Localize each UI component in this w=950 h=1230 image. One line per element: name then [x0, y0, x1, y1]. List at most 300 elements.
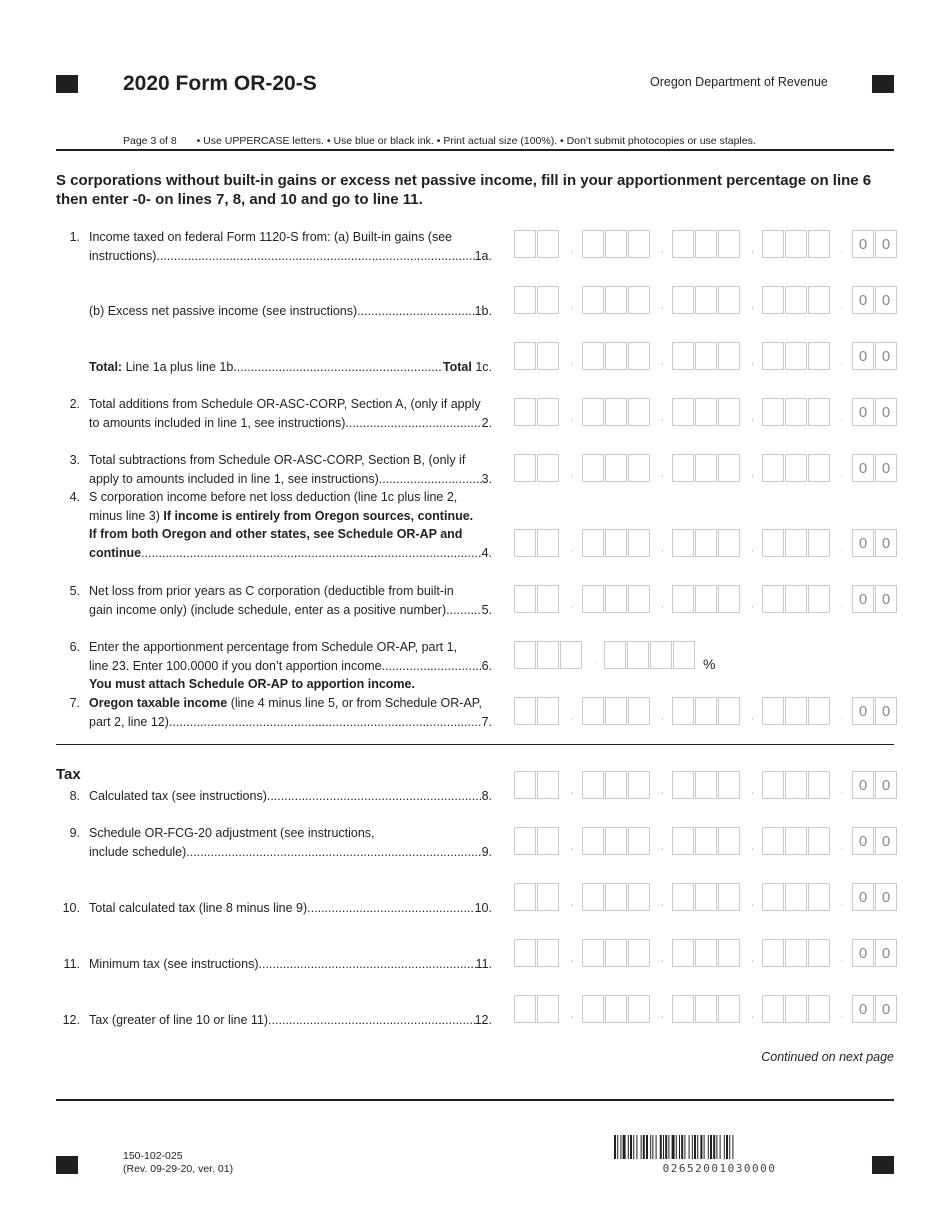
digit-separator: , [571, 599, 574, 610]
line-7-label: Oregon taxable income (line 4 minus line 5, or from Schedule OR-AP, part 2, line 12) ..... 7. [89, 694, 492, 731]
barcode-bar [700, 1135, 702, 1159]
digit-box[interactable] [808, 883, 830, 911]
cents-digit: 0 [875, 286, 897, 314]
digit-box[interactable] [537, 286, 559, 314]
digit-box[interactable] [808, 454, 830, 482]
tax-section-heading: Tax [56, 766, 81, 783]
digit-box[interactable] [808, 286, 830, 314]
digit-box[interactable] [537, 529, 559, 557]
digit-box[interactable] [605, 939, 627, 967]
digit-box[interactable] [628, 939, 650, 967]
digit-box[interactable] [514, 697, 536, 725]
digit-box[interactable] [695, 585, 717, 613]
registration-mark-top-left [56, 75, 78, 93]
line-11-label: Minimum tax (see instructions) ..... 11. [89, 955, 492, 974]
digit-box[interactable] [537, 939, 559, 967]
digit-box[interactable] [582, 883, 604, 911]
digit-box[interactable] [718, 883, 740, 911]
digit-box[interactable] [762, 939, 784, 967]
digit-box[interactable] [514, 454, 536, 482]
line-3-label: Total subtractions from Schedule OR-ASC-CORP, Section B, (only if apply to amounts included in line 1, see instructions) ..... 3. [89, 451, 492, 488]
digit-box[interactable] [537, 342, 559, 370]
barcode-bar [720, 1135, 721, 1159]
digit-box[interactable] [808, 230, 830, 258]
digit-box[interactable] [582, 771, 604, 799]
digit-box[interactable] [672, 454, 694, 482]
digit-box[interactable] [785, 697, 807, 725]
line-1c-label: Total: Line 1a plus line 1b ..... Total 1c. [89, 358, 492, 377]
digit-box[interactable] [718, 454, 740, 482]
digit-box[interactable] [762, 883, 784, 911]
digit-box[interactable] [672, 529, 694, 557]
digit-box[interactable] [672, 398, 694, 426]
digit-separator: . [841, 1009, 844, 1020]
line-2-number: 2. [69, 397, 80, 411]
digit-box[interactable] [582, 585, 604, 613]
digit-box[interactable] [808, 585, 830, 613]
cents-digit: 0 [852, 697, 874, 725]
digit-box[interactable] [514, 585, 536, 613]
digit-box[interactable] [537, 771, 559, 799]
digit-box[interactable] [537, 697, 559, 725]
digit-box[interactable] [582, 286, 604, 314]
digit-separator: , [751, 785, 754, 796]
digit-box[interactable] [808, 697, 830, 725]
barcode-bar [697, 1135, 698, 1159]
digit-box[interactable] [514, 995, 536, 1023]
cents-digit: 0 [875, 230, 897, 258]
agency-name: Oregon Department of Revenue [650, 75, 828, 89]
digit-box[interactable] [695, 697, 717, 725]
digit-box[interactable] [672, 883, 694, 911]
digit-box[interactable] [785, 771, 807, 799]
digit-box[interactable] [695, 883, 717, 911]
digit-box[interactable] [762, 827, 784, 855]
digit-box[interactable] [628, 585, 650, 613]
footer-rule [56, 1099, 894, 1101]
digit-separator: , [751, 412, 754, 423]
barcode-bar [729, 1135, 730, 1159]
digit-box[interactable] [628, 995, 650, 1023]
digit-box[interactable] [628, 697, 650, 725]
digit-box[interactable] [537, 827, 559, 855]
digit-separator: , [751, 468, 754, 479]
barcode-bar [726, 1135, 728, 1159]
barcode-bar [660, 1135, 662, 1159]
line-11-number: 11. [63, 957, 80, 971]
digit-separator: , [571, 300, 574, 311]
digit-box[interactable] [785, 454, 807, 482]
digit-separator: , [751, 1009, 754, 1020]
digit-separator: , [661, 953, 664, 964]
barcode-bar [716, 1135, 717, 1159]
digit-box[interactable] [627, 641, 649, 669]
registration-mark-top-right [872, 75, 894, 93]
digit-box[interactable] [514, 771, 536, 799]
line-5-label: Net loss from prior years as C corporation (deductible from built-in gain income only) (include schedule, enter as a positive number) ..... 5. [89, 582, 492, 619]
digit-box[interactable] [785, 342, 807, 370]
barcode-bar [676, 1135, 677, 1159]
digit-separator: , [661, 897, 664, 908]
digit-separator: , [571, 897, 574, 908]
digit-box[interactable] [628, 454, 650, 482]
digit-separator: , [661, 543, 664, 554]
digit-box[interactable] [808, 529, 830, 557]
cents-digit: 0 [852, 342, 874, 370]
digit-box[interactable] [785, 939, 807, 967]
digit-box[interactable] [695, 342, 717, 370]
digit-separator: , [751, 356, 754, 367]
digit-separator: . [841, 599, 844, 610]
line-9-label: Schedule OR-FCG-20 adjustment (see instructions, include schedule) ..... 9. [89, 824, 492, 861]
digit-box[interactable] [650, 641, 672, 669]
barcode-bar [732, 1135, 733, 1159]
barcode-number: 02652001030000 [662, 1162, 777, 1175]
digit-box[interactable] [785, 398, 807, 426]
digit-box[interactable] [808, 827, 830, 855]
digit-box[interactable] [605, 995, 627, 1023]
digit-box[interactable] [537, 585, 559, 613]
digit-box[interactable] [762, 454, 784, 482]
digit-box[interactable] [718, 995, 740, 1023]
digit-box[interactable] [762, 342, 784, 370]
line-5-number: 5. [69, 584, 80, 598]
cents-digit: 0 [875, 697, 897, 725]
digit-separator: . [841, 356, 844, 367]
digit-box[interactable] [718, 230, 740, 258]
digit-box[interactable] [785, 286, 807, 314]
cents-digit: 0 [852, 529, 874, 557]
barcode-bar [656, 1135, 657, 1159]
barcode-bar [633, 1135, 634, 1159]
line-10-number: 10. [62, 901, 80, 915]
digit-box[interactable] [672, 697, 694, 725]
digit-separator: , [751, 300, 754, 311]
digit-separator: , [661, 300, 664, 311]
digit-box[interactable] [762, 995, 784, 1023]
barcode-image [614, 1135, 825, 1159]
digit-box[interactable] [672, 342, 694, 370]
digit-box[interactable] [605, 827, 627, 855]
form-number: 150-102-025 [123, 1150, 183, 1162]
cents-digit: 0 [875, 454, 897, 482]
digit-separator: , [571, 953, 574, 964]
digit-box[interactable] [672, 995, 694, 1023]
line-1a-label: Income taxed on federal Form 1120-S from: (a) Built-in gains (see instructions) ..... 1a. [89, 228, 492, 265]
cents-digit: 0 [852, 585, 874, 613]
digit-box[interactable] [673, 641, 695, 669]
digit-box[interactable] [718, 585, 740, 613]
digit-box[interactable] [718, 939, 740, 967]
digit-separator: , [571, 1009, 574, 1020]
digit-separator: , [661, 785, 664, 796]
digit-box[interactable] [514, 529, 536, 557]
digit-separator: . [841, 543, 844, 554]
digit-separator: . [841, 468, 844, 479]
digit-box[interactable] [808, 771, 830, 799]
digit-box[interactable] [582, 827, 604, 855]
barcode-bar [672, 1135, 675, 1159]
digit-separator: . [594, 655, 597, 666]
digit-box[interactable] [672, 585, 694, 613]
digit-separator: , [751, 543, 754, 554]
barcode-bar [617, 1135, 618, 1159]
digit-box[interactable] [628, 286, 650, 314]
digit-box[interactable] [785, 995, 807, 1023]
digit-box[interactable] [672, 286, 694, 314]
form-number-block [123, 1150, 233, 1176]
digit-box[interactable] [560, 641, 582, 669]
digit-box[interactable] [582, 230, 604, 258]
digit-box[interactable] [695, 230, 717, 258]
digit-box[interactable] [605, 529, 627, 557]
digit-box[interactable] [582, 529, 604, 557]
line-12-number: 12. [62, 1013, 80, 1027]
line-7-number: 7. [69, 696, 80, 710]
barcode-bar [641, 1135, 642, 1159]
line-6-label: Enter the apportionment percentage from Schedule OR-AP, part 1, line 23. Enter 100.0000 if you don’t apportion income ..... 6. You must attach Schedule OR-AP to apportion income. [89, 638, 492, 694]
barcode-bar [636, 1135, 637, 1159]
digit-separator: , [751, 711, 754, 722]
digit-box[interactable] [628, 230, 650, 258]
digit-box[interactable] [582, 995, 604, 1023]
digit-separator: . [841, 244, 844, 255]
barcode-bar [692, 1135, 693, 1159]
digit-box[interactable] [718, 286, 740, 314]
cents-digit: 0 [875, 827, 897, 855]
digit-box[interactable] [718, 771, 740, 799]
digit-box[interactable] [537, 641, 559, 669]
barcode-bar [704, 1135, 705, 1159]
digit-box[interactable] [695, 939, 717, 967]
cents-digit: 0 [852, 454, 874, 482]
digit-box[interactable] [672, 939, 694, 967]
digit-box[interactable] [695, 995, 717, 1023]
line-1b-label: (b) Excess net passive income (see instructions) ..... 1b. [89, 302, 492, 321]
cents-digit: 0 [875, 939, 897, 967]
digit-box[interactable] [628, 529, 650, 557]
cents-digit: 0 [852, 230, 874, 258]
digit-box[interactable] [514, 641, 536, 669]
digit-separator: . [841, 785, 844, 796]
cents-digit: 0 [875, 342, 897, 370]
cents-digit: 0 [852, 883, 874, 911]
form-revision: (Rev. 09-29-20, ver. 01) [123, 1163, 234, 1175]
digit-separator: . [841, 412, 844, 423]
digit-box[interactable] [785, 827, 807, 855]
digit-separator: , [661, 1009, 664, 1020]
intro-instructions: S corporations without built-in gains or excess net passive income, fill in your apportionment percentage on line 6 then enter -0- on lines 7, 8, and 10 and go to line 11. [56, 172, 872, 208]
section-divider [56, 744, 894, 745]
cents-digit: 0 [875, 585, 897, 613]
digit-box[interactable] [605, 398, 627, 426]
cents-digit: 0 [875, 398, 897, 426]
barcode-bar [646, 1135, 648, 1159]
digit-box[interactable] [695, 454, 717, 482]
barcode-bar [679, 1135, 680, 1159]
digit-separator: . [841, 300, 844, 311]
digit-separator: , [571, 785, 574, 796]
line-6-number: 6. [69, 640, 80, 654]
line-3-number: 3. [69, 453, 80, 467]
cents-digit: 0 [875, 529, 897, 557]
instruction-text: • Use UPPERCASE letters. • Use blue or black ink. • Print actual size (100%). • Don’t submit photocopies or use staples. [196, 135, 756, 147]
digit-box[interactable] [537, 454, 559, 482]
digit-box[interactable] [718, 529, 740, 557]
digit-box[interactable] [628, 771, 650, 799]
digit-box[interactable] [605, 454, 627, 482]
digit-box[interactable] [762, 771, 784, 799]
barcode-bar [630, 1135, 632, 1159]
form-title: 2020 Form OR-20-S [123, 72, 317, 95]
digit-box[interactable] [672, 230, 694, 258]
cents-digit: 0 [852, 398, 874, 426]
digit-separator: . [841, 953, 844, 964]
digit-box[interactable] [605, 286, 627, 314]
digit-box[interactable] [718, 827, 740, 855]
digit-box[interactable] [537, 230, 559, 258]
digit-box[interactable] [605, 230, 627, 258]
digit-separator: , [571, 711, 574, 722]
digit-box[interactable] [785, 585, 807, 613]
digit-separator: , [661, 244, 664, 255]
digit-separator: , [571, 244, 574, 255]
digit-box[interactable] [605, 883, 627, 911]
digit-box[interactable] [672, 771, 694, 799]
digit-box[interactable] [808, 398, 830, 426]
digit-separator: . [841, 897, 844, 908]
digit-box[interactable] [718, 398, 740, 426]
digit-separator: , [571, 468, 574, 479]
digit-box[interactable] [785, 529, 807, 557]
digit-box[interactable] [514, 827, 536, 855]
barcode-bar [643, 1135, 645, 1159]
digit-box[interactable] [582, 398, 604, 426]
digit-box[interactable] [762, 230, 784, 258]
digit-box[interactable] [605, 342, 627, 370]
digit-box[interactable] [514, 286, 536, 314]
digit-box[interactable] [582, 939, 604, 967]
cents-digit: 0 [852, 939, 874, 967]
digit-separator: , [751, 841, 754, 852]
digit-box[interactable] [808, 995, 830, 1023]
digit-box[interactable] [582, 342, 604, 370]
cents-digit: 0 [875, 771, 897, 799]
digit-box[interactable] [808, 939, 830, 967]
digit-separator: , [571, 412, 574, 423]
digit-box[interactable] [672, 827, 694, 855]
digit-box[interactable] [695, 771, 717, 799]
barcode-bar [628, 1135, 629, 1159]
digit-box[interactable] [605, 771, 627, 799]
line-4-number: 4. [69, 490, 80, 504]
digit-box[interactable] [628, 827, 650, 855]
line-2-label: Total additions from Schedule OR-ASC-CORP, Section A, (only if apply to amounts included in line 1, see instructions) ..... 2. [89, 395, 492, 432]
barcode-bar [663, 1135, 664, 1159]
digit-box[interactable] [605, 697, 627, 725]
cents-digit: 0 [852, 995, 874, 1023]
digit-box[interactable] [785, 230, 807, 258]
barcode-bar [614, 1135, 616, 1159]
barcode-bar [650, 1135, 651, 1159]
page-number: Page 3 of 8 [123, 135, 177, 147]
digit-box[interactable] [762, 585, 784, 613]
barcode-bar [689, 1135, 690, 1159]
digit-box[interactable] [628, 883, 650, 911]
barcode-bar [681, 1135, 683, 1159]
digit-box[interactable] [762, 529, 784, 557]
digit-box[interactable] [514, 939, 536, 967]
digit-box[interactable] [695, 398, 717, 426]
registration-mark-bottom-right [872, 1156, 894, 1174]
continued-note: Continued on next page [761, 1050, 894, 1064]
line-8-number: 8. [69, 789, 80, 803]
barcode-bar [708, 1135, 709, 1159]
digit-box[interactable] [695, 529, 717, 557]
digit-separator: , [571, 543, 574, 554]
digit-box[interactable] [582, 454, 604, 482]
cents-digit: 0 [875, 883, 897, 911]
digit-box[interactable] [605, 585, 627, 613]
digit-separator: , [661, 841, 664, 852]
digit-box[interactable] [695, 827, 717, 855]
digit-box[interactable] [718, 342, 740, 370]
cents-digit: 0 [852, 286, 874, 314]
digit-box[interactable] [514, 883, 536, 911]
barcode-bar [713, 1135, 715, 1159]
digit-box[interactable] [718, 697, 740, 725]
registration-mark-bottom-left [56, 1156, 78, 1174]
digit-box[interactable] [514, 342, 536, 370]
cents-digit: 0 [852, 827, 874, 855]
barcode-bar [665, 1135, 667, 1159]
digit-separator: , [661, 711, 664, 722]
percent-sign: % [703, 656, 716, 672]
digit-box[interactable] [537, 883, 559, 911]
barcode-bar [652, 1135, 653, 1159]
digit-separator: , [571, 841, 574, 852]
barcode-bar [623, 1135, 626, 1159]
barcode-bar [694, 1135, 696, 1159]
digit-box[interactable] [785, 883, 807, 911]
line-9-number: 9. [69, 826, 80, 840]
digit-box[interactable] [762, 286, 784, 314]
digit-box[interactable] [808, 342, 830, 370]
digit-box[interactable] [628, 398, 650, 426]
digit-separator: , [751, 897, 754, 908]
digit-separator: , [571, 356, 574, 367]
line-10-label: Total calculated tax (line 8 minus line 9) ..... 10. [89, 899, 492, 918]
digit-separator: , [661, 599, 664, 610]
digit-separator: , [661, 356, 664, 367]
digit-box[interactable] [604, 641, 626, 669]
digit-box[interactable] [695, 286, 717, 314]
digit-box[interactable] [537, 398, 559, 426]
digit-box[interactable] [582, 697, 604, 725]
digit-separator: , [751, 599, 754, 610]
digit-box[interactable] [628, 342, 650, 370]
digit-separator: . [841, 711, 844, 722]
barcode-bar [684, 1135, 685, 1159]
digit-box[interactable] [762, 697, 784, 725]
barcode-bar [710, 1135, 712, 1159]
line-4-label: S corporation income before net loss deduction (line 1c plus line 2, minus line 3) If income is entirely from Oregon sources, continue. If from both Oregon and other states, see Schedule OR-AP and continue ..... 4. [89, 488, 492, 562]
digit-box[interactable] [762, 398, 784, 426]
digit-box[interactable] [514, 398, 536, 426]
digit-box[interactable] [514, 230, 536, 258]
digit-box[interactable] [537, 995, 559, 1023]
digit-separator: , [751, 244, 754, 255]
